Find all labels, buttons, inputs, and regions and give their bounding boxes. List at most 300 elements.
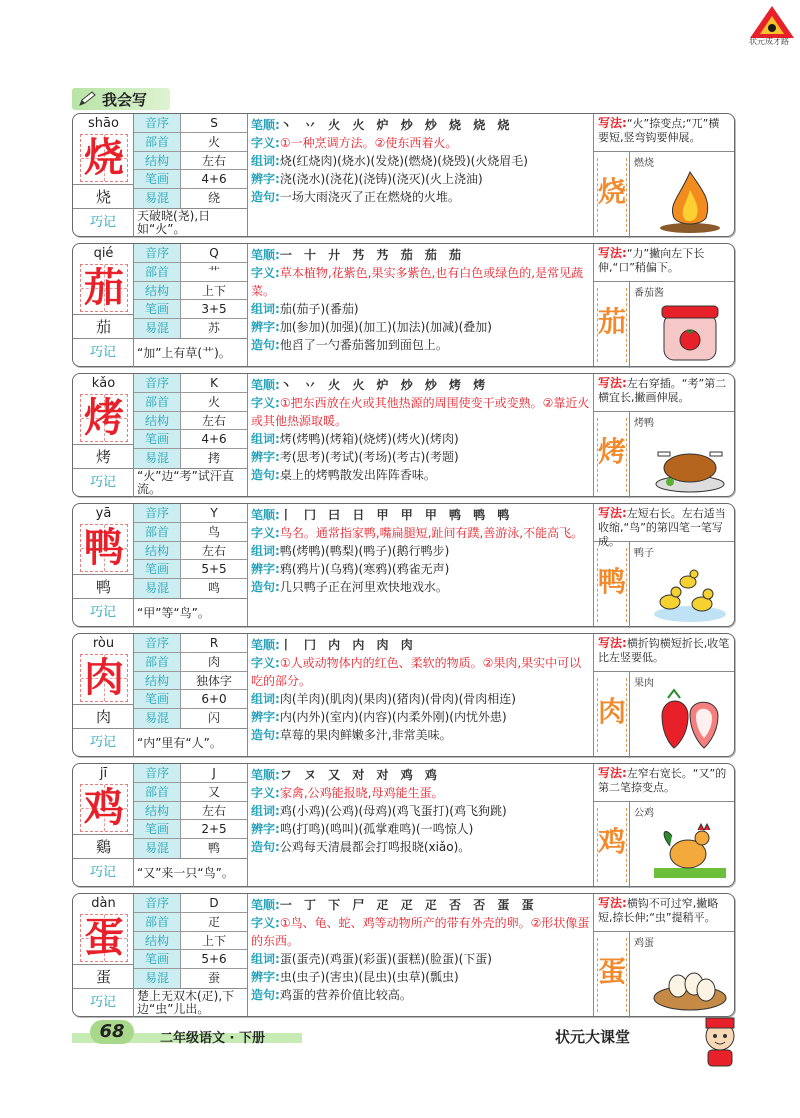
character-entry xyxy=(72,633,735,757)
sentence-label: 造句: xyxy=(251,338,280,352)
writing-tip xyxy=(594,244,734,282)
char-print: 鷄 xyxy=(73,834,134,858)
rooster-icon xyxy=(650,816,730,886)
writing-text: 左短右长。左右适当收缩,“鸟”的第四笔一笔写成。 xyxy=(598,507,726,548)
property-value: Y xyxy=(210,506,218,520)
fire-icon xyxy=(650,166,730,236)
sentence-line xyxy=(251,336,590,354)
mascot-icon xyxy=(690,1010,750,1070)
property-label: 易混 xyxy=(134,969,181,988)
char-properties xyxy=(134,244,247,338)
property-value: 上下 xyxy=(201,933,226,948)
writing-column xyxy=(594,114,734,236)
section-title-text: 我会写 xyxy=(102,90,148,109)
property-row xyxy=(134,449,247,468)
property-label: 音序 xyxy=(134,244,181,262)
property-value: 疋 xyxy=(207,914,220,929)
char-details xyxy=(247,374,594,496)
char-details xyxy=(247,114,594,236)
memory-tip-label: 巧记 xyxy=(73,729,134,757)
writing-label: 写法: xyxy=(598,376,627,390)
property-value: 左右 xyxy=(201,543,226,558)
char-large: 烤 xyxy=(84,394,124,441)
writing-label: 写法: xyxy=(598,116,627,130)
compare-line xyxy=(251,448,590,466)
compare-line xyxy=(251,560,590,578)
property-value: 鸟 xyxy=(207,524,220,539)
stroke-order-label: 笔顺: xyxy=(251,508,280,522)
sentence-text: 几只鸭子正在河里欢快地戏水。 xyxy=(279,580,448,594)
practice-box xyxy=(594,672,630,758)
illustration-caption: 公鸡 xyxy=(634,808,654,819)
writing-tip xyxy=(594,504,734,548)
meaning-line xyxy=(251,654,590,690)
words-label: 组词: xyxy=(251,692,280,706)
writing-tip xyxy=(594,114,734,152)
practice-char: 茄 xyxy=(597,305,626,338)
meaning-label: 字义: xyxy=(251,396,280,410)
property-row xyxy=(134,672,247,691)
property-row xyxy=(134,244,247,263)
words-text: 烧(红烧肉)(烧水)(发烧)(燃烧)(烧毁)(火烧眉毛) xyxy=(279,154,528,168)
memory-tip-text: 天破晓(尧),日如“火”。 xyxy=(137,209,211,236)
property-value: 2+5 xyxy=(201,822,227,837)
property-label: 部首 xyxy=(134,523,181,541)
sentence-text: 他舀了一勺番茄酱加到面包上。 xyxy=(279,338,448,352)
char-large: 鸭 xyxy=(84,524,124,571)
practice-char: 烧 xyxy=(597,175,626,208)
property-value: 艹 xyxy=(207,264,220,279)
brand-name: 状元大课堂 xyxy=(555,1028,631,1046)
char-details xyxy=(247,764,594,886)
character-entry xyxy=(72,893,735,1017)
writing-column xyxy=(594,634,734,756)
property-label: 部首 xyxy=(134,133,181,151)
meaning-text: 鸟名。通常指家鸭,嘴扁腿短,趾间有蹼,善游泳,不能高飞。 xyxy=(279,526,584,540)
meaning-label: 字义: xyxy=(251,266,280,280)
compare-label: 辨字: xyxy=(251,320,280,334)
compare-line xyxy=(251,708,590,726)
property-label: 部首 xyxy=(134,913,181,931)
memory-tip-label: 巧记 xyxy=(73,339,134,367)
words-text: 蛋(蛋壳)(鸡蛋)(彩蛋)(蛋糕)(脸蛋)(下蛋) xyxy=(279,952,492,966)
stroke-order-label: 笔顺: xyxy=(251,638,280,652)
property-label: 部首 xyxy=(134,393,181,411)
property-label: 笔画 xyxy=(134,560,181,578)
property-value: 6+0 xyxy=(201,692,227,707)
char-details xyxy=(247,894,594,1016)
words-label: 组词: xyxy=(251,302,280,316)
meaning-text: ①一种烹调方法。②使东西着火。 xyxy=(279,136,458,150)
property-row xyxy=(134,152,247,171)
stroke-order: 丶 丷 火 火 炉 炒 炒 烤 烤 xyxy=(279,378,490,392)
char-print: 蛋 xyxy=(73,964,134,988)
char-pinyin: kǎo xyxy=(91,376,116,391)
char-pinyin: yā xyxy=(95,506,112,521)
property-row xyxy=(134,764,247,783)
char-properties xyxy=(134,114,247,208)
property-label: 笔画 xyxy=(134,430,181,448)
sentence-text: 桌上的烤鸭散发出阵阵香味。 xyxy=(279,468,436,482)
character-entry xyxy=(72,243,735,367)
ducks-icon xyxy=(650,556,730,626)
char-details xyxy=(247,244,594,366)
compare-label: 辨字: xyxy=(251,562,280,576)
writing-column xyxy=(594,764,734,886)
memory-tip-text: “加”上有草(艹)。 xyxy=(137,345,231,360)
illustration xyxy=(630,802,734,888)
character-entry xyxy=(72,113,735,237)
character-entry xyxy=(72,373,735,497)
meaning-label: 字义: xyxy=(251,656,280,670)
property-row xyxy=(134,393,247,412)
property-row xyxy=(134,969,247,988)
property-row xyxy=(134,542,247,561)
property-row xyxy=(134,430,247,449)
property-row xyxy=(134,412,247,431)
property-row xyxy=(134,263,247,282)
memory-tip-text: “内”里有“人”。 xyxy=(137,735,222,750)
property-value: 左右 xyxy=(201,803,226,818)
writing-text: 左右穿插。“考”第二横宜长,撇画伸展。 xyxy=(598,377,727,404)
char-print: 烤 xyxy=(73,444,134,468)
property-label: 部首 xyxy=(134,783,181,801)
char-pinyin: qié xyxy=(93,246,114,261)
memory-tip xyxy=(73,338,247,367)
compare-text: 鸣(打鸣)(鸣叫)(孤掌难鸣)(一鸣惊人) xyxy=(279,822,474,836)
property-row xyxy=(134,300,247,319)
property-label: 结构 xyxy=(134,932,181,950)
char-properties xyxy=(134,374,247,468)
property-label: 易混 xyxy=(134,579,181,598)
property-value: 3+5 xyxy=(201,302,227,317)
stroke-order: 一 丁 下 尸 疋 疋 疋 否 否 蛋 蛋 xyxy=(279,898,538,912)
practice-box xyxy=(594,542,630,628)
property-label: 结构 xyxy=(134,542,181,560)
memory-tip-text: 楚上无双木(疋),下边“虫”儿出。 xyxy=(137,989,235,1016)
writing-label: 写法: xyxy=(598,506,627,520)
memory-tip-label: 巧记 xyxy=(73,989,134,1017)
words-line xyxy=(251,950,590,968)
property-value: 绕 xyxy=(207,191,220,206)
stroke-order: 丶 丷 火 火 炉 炒 炒 烧 烧 烧 xyxy=(279,118,514,132)
writing-label: 写法: xyxy=(598,896,627,910)
property-value: 苏 xyxy=(207,321,220,336)
memory-tip-text: “火”边“考”试汗直流。 xyxy=(137,469,234,496)
stroke-order: 一 十 廾 艿 艿 茄 茄 茄 xyxy=(279,248,466,262)
char-large: 鸡 xyxy=(84,784,124,831)
property-value: 又 xyxy=(207,784,220,799)
illustration xyxy=(630,672,734,758)
property-row xyxy=(134,504,247,523)
compare-line xyxy=(251,820,590,838)
property-label: 音序 xyxy=(134,114,181,132)
practice-box xyxy=(594,802,630,888)
practice-box xyxy=(594,282,630,368)
property-label: 音序 xyxy=(134,764,181,782)
property-row xyxy=(134,783,247,802)
compare-text: 虫(虫子)(害虫)(昆虫)(虫草)(瓢虫) xyxy=(279,970,459,984)
property-label: 音序 xyxy=(134,634,181,652)
property-label: 结构 xyxy=(134,672,181,690)
char-pinyin: dàn xyxy=(91,896,116,911)
property-label: 易混 xyxy=(134,449,181,468)
eggs-icon xyxy=(650,946,730,1016)
compare-label: 辨字: xyxy=(251,450,280,464)
property-row xyxy=(134,189,247,208)
writing-label: 写法: xyxy=(598,766,627,780)
stroke-order-line xyxy=(251,506,590,524)
fruit-icon xyxy=(650,686,730,756)
property-label: 易混 xyxy=(134,709,181,728)
compare-text: 加(参加)(加强)(加工)(加法)(加减)(叠加) xyxy=(279,320,492,334)
illustration-caption: 鸭子 xyxy=(634,548,654,559)
book-title: 二年级语文 · 下册 xyxy=(160,1031,265,1046)
char-details xyxy=(247,504,594,626)
writing-label: 写法: xyxy=(598,246,627,260)
illustration xyxy=(630,152,734,238)
compare-text: 考(思考)(考试)(考场)(考古)(考题) xyxy=(279,450,459,464)
compare-text: 浇(浇水)(浇花)(浇铸)(浇灭)(火上浇油) xyxy=(279,172,483,186)
char-print: 肉 xyxy=(73,704,134,728)
property-label: 笔画 xyxy=(134,300,181,318)
illustration xyxy=(630,282,734,368)
memory-tip-label: 巧记 xyxy=(73,599,134,627)
memory-tip-label: 巧记 xyxy=(73,469,134,497)
writing-tip xyxy=(594,764,734,802)
words-label: 组词: xyxy=(251,544,280,558)
sentence-text: 一场大雨浇灭了正在燃烧的火堆。 xyxy=(279,190,460,204)
words-line xyxy=(251,430,590,448)
meaning-text: ①人或动物体内的红色、柔软的物质。②果肉,果实中可以吃的部分。 xyxy=(251,656,582,688)
practice-box xyxy=(594,412,630,498)
property-value: 火 xyxy=(207,134,220,149)
words-text: 肉(羊肉)(肌肉)(果肉)(猪肉)(骨肉)(骨肉相连) xyxy=(279,692,516,706)
writing-column xyxy=(594,244,734,366)
property-label: 音序 xyxy=(134,894,181,912)
memory-tip-text: “又”来一只“鸟”。 xyxy=(137,865,234,880)
writing-tip xyxy=(594,374,734,412)
property-value: 4+6 xyxy=(201,432,227,447)
words-label: 组词: xyxy=(251,804,280,818)
character-list xyxy=(72,113,735,1023)
char-print: 鸭 xyxy=(73,574,134,598)
char-pinyin: ròu xyxy=(92,636,115,651)
stroke-order-line xyxy=(251,116,590,134)
stroke-order: 丨 冂 内 内 肉 肉 xyxy=(279,638,417,652)
property-row xyxy=(134,523,247,542)
writing-text: 横钩不可过窄,撇略短,捺长伸;“虫”提稍平。 xyxy=(598,897,719,924)
illustration xyxy=(630,542,734,628)
meaning-line xyxy=(251,134,590,152)
property-row xyxy=(134,802,247,821)
property-label: 易混 xyxy=(134,319,181,338)
stroke-order-label: 笔顺: xyxy=(251,248,280,262)
char-pinyin: jī xyxy=(99,766,108,781)
sentence-line xyxy=(251,466,590,484)
writing-tip xyxy=(594,894,734,932)
meaning-line xyxy=(251,784,590,802)
writing-column xyxy=(594,374,734,496)
writing-text: 横折钩横短折长,收笔比左竖要低。 xyxy=(598,637,730,664)
sentence-label: 造句: xyxy=(251,840,280,854)
compare-text: 内(内外)(室内)(内容)(内柔外刚)(内忧外患) xyxy=(279,710,507,724)
property-row xyxy=(134,170,247,189)
compare-line xyxy=(251,968,590,986)
stroke-order-line xyxy=(251,766,590,784)
words-label: 组词: xyxy=(251,952,280,966)
char-large: 茄 xyxy=(84,264,124,311)
char-properties xyxy=(134,504,247,598)
property-value: Q xyxy=(209,246,219,260)
property-value: 5+5 xyxy=(201,562,227,577)
practice-box xyxy=(594,152,630,238)
property-value: R xyxy=(209,636,219,650)
sentence-line xyxy=(251,838,590,856)
property-label: 部首 xyxy=(134,263,181,281)
sentence-label: 造句: xyxy=(251,728,280,742)
property-row xyxy=(134,839,247,858)
sentence-line xyxy=(251,726,590,744)
compare-label: 辨字: xyxy=(251,822,280,836)
property-value: 鸭 xyxy=(207,841,220,856)
compare-label: 辨字: xyxy=(251,710,280,724)
words-line xyxy=(251,152,590,170)
section-title xyxy=(72,88,170,110)
property-row xyxy=(134,709,247,728)
property-label: 结构 xyxy=(134,282,181,300)
property-label: 笔画 xyxy=(134,170,181,188)
meaning-text: ①把东西放在火或其他热源的周围使变干或变熟。②靠近火或其他热源取暖。 xyxy=(251,396,590,428)
memory-tip-label: 巧记 xyxy=(73,859,134,887)
meaning-label: 字义: xyxy=(251,526,280,540)
pencil-icon xyxy=(78,91,98,107)
illustration-caption: 鸡蛋 xyxy=(634,938,654,949)
page-number: 68 xyxy=(90,1020,134,1044)
words-line xyxy=(251,690,590,708)
property-value: 肉 xyxy=(207,654,220,669)
property-label: 音序 xyxy=(134,374,181,392)
sentence-label: 造句: xyxy=(251,580,280,594)
property-value: D xyxy=(209,896,219,910)
stroke-order: フ ヌ 又 对 对 鸡 鸡 xyxy=(279,768,441,782)
char-large: 肉 xyxy=(84,654,124,701)
property-label: 结构 xyxy=(134,152,181,170)
property-value: 左右 xyxy=(201,153,226,168)
words-line xyxy=(251,542,590,560)
property-label: 部首 xyxy=(134,653,181,671)
char-properties xyxy=(134,764,247,858)
character-entry xyxy=(72,763,735,887)
writing-text: “力”撇向左下长伸,“口”稍偏下。 xyxy=(598,247,705,274)
words-label: 组词: xyxy=(251,432,280,446)
property-row xyxy=(134,560,247,579)
property-label: 笔画 xyxy=(134,690,181,708)
stroke-order-label: 笔顺: xyxy=(251,378,280,392)
property-row xyxy=(134,894,247,913)
practice-char: 蛋 xyxy=(597,955,626,988)
writing-column xyxy=(594,894,734,1016)
writing-label: 写法: xyxy=(598,636,627,650)
compare-text: 鸦(鸦片)(乌鸦)(寒鸦)(鸦雀无声) xyxy=(279,562,450,576)
property-row xyxy=(134,913,247,932)
compare-line xyxy=(251,170,590,188)
compare-line xyxy=(251,318,590,336)
sentence-label: 造句: xyxy=(251,468,280,482)
property-value: 5+6 xyxy=(201,952,227,967)
practice-char: 烤 xyxy=(597,435,626,468)
property-row xyxy=(134,634,247,653)
property-value: 火 xyxy=(207,394,220,409)
practice-box xyxy=(594,932,630,1018)
practice-char: 鸭 xyxy=(597,565,626,598)
property-value: 4+6 xyxy=(201,172,227,187)
illustration-caption: 番茄酱 xyxy=(634,288,664,299)
property-row xyxy=(134,374,247,393)
memory-tip xyxy=(73,598,247,627)
stroke-order-label: 笔顺: xyxy=(251,898,280,912)
property-row xyxy=(134,133,247,152)
property-value: S xyxy=(210,116,218,130)
sentence-label: 造句: xyxy=(251,190,280,204)
property-label: 易混 xyxy=(134,839,181,858)
words-text: 鸡(小鸡)(公鸡)(母鸡)(鸡飞蛋打)(鸡飞狗跳) xyxy=(279,804,507,818)
property-label: 结构 xyxy=(134,802,181,820)
words-text: 烤(烤鸭)(烤箱)(烧烤)(烤火)(烤肉) xyxy=(279,432,459,446)
writing-text: 左窄右宽长。“又”的第二笔捺变点。 xyxy=(598,767,727,794)
stroke-order: 丨 冂 曰 日 甲 甲 甲 鸭 鸭 鸭 xyxy=(279,508,514,522)
sentence-text: 公鸡每天清晨都会打鸣报晓(xiǎo)。 xyxy=(279,840,471,854)
property-value: 左右 xyxy=(201,413,226,428)
meaning-label: 字义: xyxy=(251,136,280,150)
illustration xyxy=(630,412,734,498)
property-row xyxy=(134,579,247,598)
property-value: K xyxy=(210,376,218,390)
compare-label: 辨字: xyxy=(251,172,280,186)
property-value: 上下 xyxy=(201,283,226,298)
property-label: 笔画 xyxy=(134,950,181,968)
words-text: 茄(茄子)(番茄) xyxy=(279,302,359,316)
brand-logo-text: 状元成才路 xyxy=(749,37,789,46)
character-entry xyxy=(72,503,735,627)
memory-tip xyxy=(73,468,247,497)
meaning-line xyxy=(251,914,590,950)
memory-tip xyxy=(73,208,247,237)
meaning-line xyxy=(251,394,590,430)
property-row xyxy=(134,950,247,969)
property-row xyxy=(134,653,247,672)
practice-char: 肉 xyxy=(597,695,626,728)
property-label: 结构 xyxy=(134,412,181,430)
char-large: 烧 xyxy=(84,134,124,181)
property-value: 蚕 xyxy=(207,971,220,986)
duck-icon xyxy=(650,426,730,496)
jar-icon xyxy=(650,296,730,366)
memory-tip xyxy=(73,858,247,887)
property-label: 笔画 xyxy=(134,820,181,838)
stroke-order-line xyxy=(251,896,590,914)
writing-text: “火”捺变点;“兀”横要短,竖弯钩要伸展。 xyxy=(598,117,720,144)
memory-tip xyxy=(73,988,247,1017)
meaning-label: 字义: xyxy=(251,916,280,930)
property-row xyxy=(134,690,247,709)
sentence-text: 鸡蛋的营养价值比较高。 xyxy=(279,988,412,1002)
meaning-text: ①鸟、龟、蛇、鸡等动物所产的带有外壳的卵。②形状像蛋的东西。 xyxy=(251,916,590,948)
memory-tip xyxy=(73,728,247,757)
property-value: 独体字 xyxy=(195,673,232,688)
meaning-line xyxy=(251,264,590,300)
illustration-caption: 燃烧 xyxy=(634,158,654,169)
